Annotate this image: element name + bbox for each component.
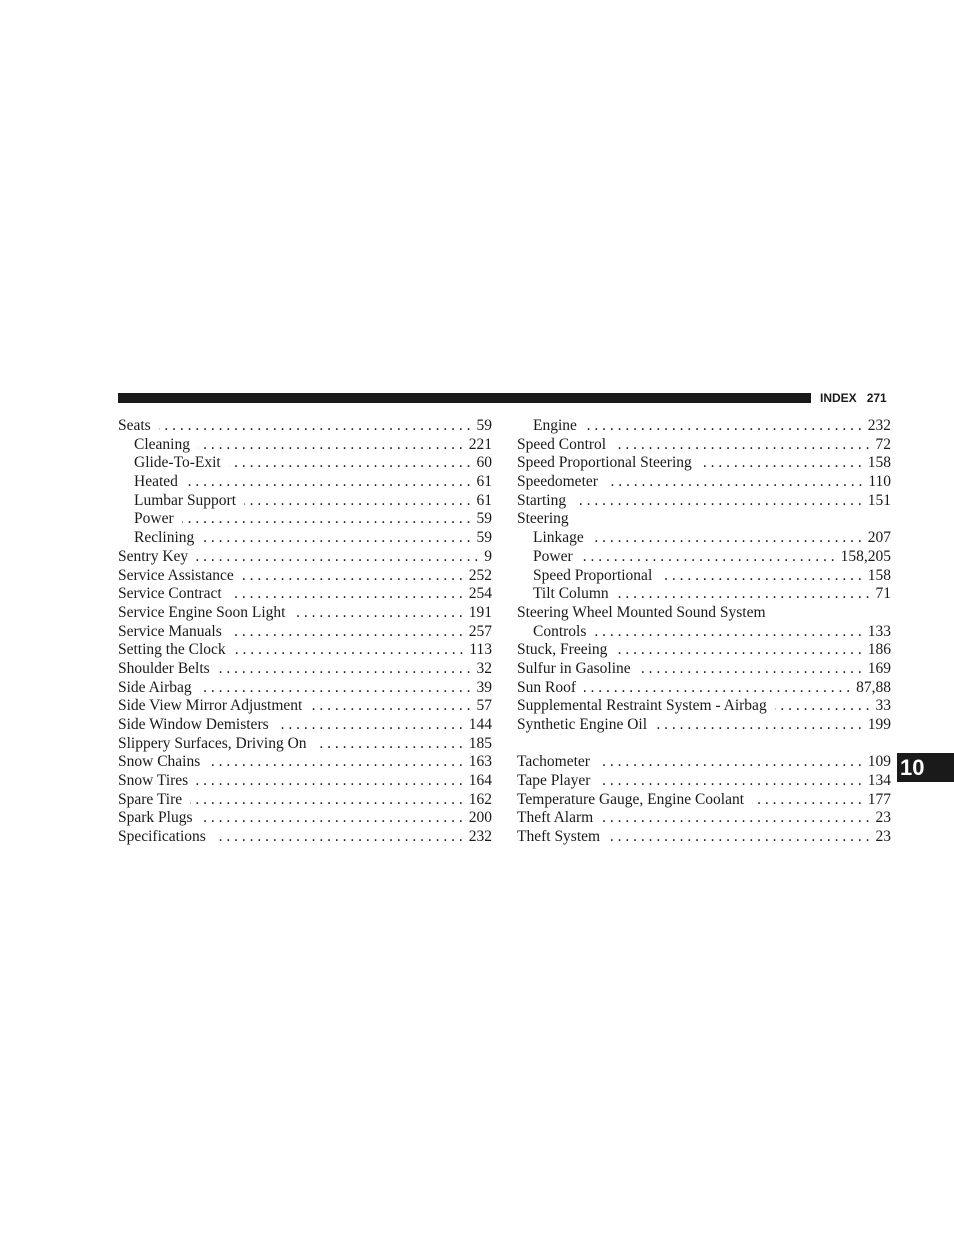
dot-leader [592, 529, 862, 548]
index-term: Linkage [533, 529, 584, 547]
index-term: Tape Player [517, 772, 591, 790]
index-entry [118, 791, 492, 810]
index-entry [118, 697, 492, 716]
index-term: Supplemental Restraint System - Airbag [517, 697, 767, 715]
index-entry [118, 623, 492, 642]
index-entry [517, 436, 891, 455]
dot-leader [244, 492, 470, 511]
dot-leader [655, 716, 862, 735]
dot-leader [606, 473, 862, 492]
index-page-ref: 186 [867, 641, 891, 659]
dot-leader [608, 828, 869, 847]
dot-leader [230, 585, 463, 604]
index-entry [517, 772, 891, 791]
index-entry [517, 510, 891, 529]
index-entry [517, 809, 891, 828]
dot-leader [775, 697, 870, 716]
index-term: Specifications [118, 828, 206, 846]
index-term: Setting the Clock [118, 641, 226, 659]
dot-leader [660, 567, 862, 586]
dot-leader [581, 548, 835, 567]
index-page-ref: 23 [875, 828, 891, 846]
index-term: Synthetic Engine Oil [517, 716, 648, 733]
index-term: Shoulder Belts [118, 659, 210, 677]
index-subentry [118, 492, 492, 511]
index-spacer [517, 735, 891, 754]
index-entry [517, 604, 891, 623]
index-term: Controls [533, 622, 587, 640]
index-term: Stuck, Freeing [517, 641, 608, 659]
index-page-ref: 110 [868, 473, 891, 491]
dot-leader [310, 697, 470, 716]
running-header [820, 389, 887, 407]
index-term: Side View Mirror Adjustment [118, 697, 303, 715]
index-column-left [118, 417, 492, 847]
index-page-ref: 191 [468, 603, 492, 621]
index-entry [118, 828, 492, 847]
index-term: Speed Control [517, 435, 607, 453]
dot-leader [200, 679, 471, 698]
index-term: Speedometer [517, 473, 598, 491]
dot-leader [214, 828, 463, 847]
index-entry [118, 735, 492, 754]
index-page-ref: 59 [476, 510, 492, 528]
index-page-ref: 232 [867, 417, 891, 434]
index-term: Lumbar Support [134, 491, 237, 509]
index-page-ref: 164 [468, 772, 492, 790]
index-term: Slippery Surfaces, Driving On [118, 734, 307, 752]
index-term: Power [134, 510, 174, 528]
index-subentry [517, 548, 891, 567]
dot-leader [201, 809, 463, 828]
index-entry [118, 641, 492, 660]
index-entry [118, 417, 492, 436]
dot-leader [315, 735, 463, 754]
index-entry [517, 473, 891, 492]
index-term: Snow Chains [118, 753, 201, 771]
index-term: Service Manuals [118, 622, 222, 640]
index-term: Temperature Gauge, Engine Coolant [517, 790, 745, 808]
index-entry [118, 585, 492, 604]
dot-leader [752, 791, 862, 810]
index-entry [118, 604, 492, 623]
dot-leader [242, 567, 463, 586]
index-entry [517, 697, 891, 716]
section-title: INDEX [820, 391, 857, 405]
index-page-ref: 232 [468, 828, 492, 846]
dot-leader [218, 660, 471, 679]
index-term: Side Airbag [118, 678, 192, 696]
index-entry [118, 809, 492, 828]
index-term: Seats [118, 417, 151, 434]
index-page-ref: 59 [476, 529, 492, 547]
index-page-ref: 200 [468, 809, 492, 827]
index-term: Reclining [134, 529, 195, 547]
index-page-ref: 61 [476, 491, 492, 509]
index-term: Service Engine Soon Light [118, 603, 286, 621]
index-entry [517, 492, 891, 511]
dot-leader [230, 623, 463, 642]
page-number: 271 [866, 391, 887, 405]
index-page-ref: 162 [468, 790, 492, 808]
index-entry [517, 716, 891, 735]
index-subentry [118, 529, 492, 548]
index-term: Spark Plugs [118, 809, 193, 827]
index-term: Tachometer [517, 753, 590, 771]
dot-leader [585, 417, 862, 436]
index-term: Speed Proportional [533, 566, 653, 584]
index-entry [517, 454, 891, 473]
index-term: Starting [517, 491, 567, 509]
dot-leader [196, 772, 463, 791]
index-page-ref: 158,205 [840, 547, 891, 565]
chapter-tab: 10 [897, 753, 954, 782]
index-page-ref: 158 [867, 566, 891, 584]
dot-leader [601, 809, 869, 828]
dot-leader [614, 436, 869, 455]
index-term: Spare Tire [118, 790, 183, 808]
dot-leader [277, 716, 463, 735]
index-term: Side Window Demisters [118, 716, 269, 733]
dot-leader [190, 791, 463, 810]
index-page-ref: 61 [476, 473, 492, 491]
dot-leader [198, 436, 463, 455]
index-term: Glide-To-Exit [134, 454, 221, 472]
dot-leader [186, 473, 471, 492]
dot-leader [182, 510, 471, 529]
index-entry [118, 679, 492, 698]
index-entry [118, 660, 492, 679]
dot-leader [584, 679, 850, 698]
index-page-ref: 252 [468, 566, 492, 584]
index-page-ref: 134 [867, 772, 891, 790]
index-page-ref: 71 [875, 585, 891, 603]
index-page-ref: 158 [867, 454, 891, 472]
index-page-ref: 151 [867, 491, 891, 509]
index-page-ref: 221 [468, 435, 492, 453]
index-entry [517, 791, 891, 810]
index-page-ref: 39 [476, 678, 492, 696]
index-entry [517, 660, 891, 679]
index-page-ref: 32 [476, 659, 492, 677]
index-term: Service Contract [118, 585, 222, 603]
index-page-ref: 9 [484, 547, 492, 565]
index-column-right [517, 417, 891, 847]
index-page-ref: 33 [875, 697, 891, 715]
index-term: Engine [533, 417, 577, 434]
index-term: Snow Tires [118, 772, 189, 790]
index-subentry [517, 567, 891, 586]
index-term: Service Assistance [118, 566, 234, 584]
dot-leader [234, 641, 464, 660]
index-entry [118, 753, 492, 772]
index-subentry [118, 454, 492, 473]
index-page-ref: 113 [469, 641, 492, 659]
index-term: Theft System [517, 828, 601, 846]
index-page-ref: 109 [867, 753, 891, 771]
index-page-ref: 133 [867, 622, 891, 640]
index-entry [118, 716, 492, 735]
index-entry [517, 753, 891, 772]
dot-leader [196, 548, 478, 567]
index-page-ref: 163 [468, 753, 492, 771]
index-entry [517, 641, 891, 660]
index-entry [517, 828, 891, 847]
index-page-ref: 87,88 [856, 678, 891, 696]
index-page-ref: 57 [476, 697, 492, 715]
dot-leader [594, 623, 861, 642]
index-term: Sentry Key [118, 547, 189, 565]
dot-leader [229, 454, 471, 473]
index-page-ref: 144 [468, 716, 492, 733]
dot-leader [202, 529, 470, 548]
index-term: Cleaning [134, 435, 190, 453]
index-term: Power [533, 547, 573, 565]
index-entry [118, 548, 492, 567]
dot-leader [598, 753, 862, 772]
dot-leader [639, 660, 862, 679]
index-page-ref: 257 [468, 622, 492, 640]
index-term: Theft Alarm [517, 809, 594, 827]
index-page-ref: 185 [468, 734, 492, 752]
index-page-ref: 59 [476, 417, 492, 434]
index-term: Sulfur in Gasoline [517, 659, 631, 677]
index-page-ref: 23 [875, 809, 891, 827]
index-entry [118, 567, 492, 586]
index-subentry [517, 417, 891, 436]
index-page-ref: 60 [476, 454, 492, 472]
index-subentry [118, 436, 492, 455]
dot-leader [700, 454, 862, 473]
index-page-ref: 254 [468, 585, 492, 603]
dot-leader [598, 772, 861, 791]
dot-leader [159, 417, 471, 436]
index-term: Sun Roof [517, 678, 576, 696]
index-page-ref: 177 [867, 790, 891, 808]
index-page-ref: 169 [867, 659, 891, 677]
index-subentry [118, 473, 492, 492]
index-subentry [118, 510, 492, 529]
index-page-ref: 207 [867, 529, 891, 547]
index-subentry [517, 585, 891, 604]
index-term: Steering Wheel Mounted Sound System [517, 603, 766, 621]
index-page-ref: 199 [867, 716, 891, 733]
index-subentry [517, 529, 891, 548]
dot-leader [615, 641, 861, 660]
index-term: Tilt Column [533, 585, 609, 603]
dot-leader [617, 585, 870, 604]
dot-leader [293, 604, 462, 623]
index-page-ref: 72 [875, 435, 891, 453]
index-term: Speed Proportional Steering [517, 454, 692, 472]
dot-leader [574, 492, 862, 511]
header-rule [118, 393, 811, 403]
dot-leader [208, 753, 463, 772]
index-term: Steering [517, 510, 569, 528]
index-entry [118, 772, 492, 791]
index-subentry [517, 623, 891, 642]
index-entry [517, 679, 891, 698]
index-term: Heated [134, 473, 178, 491]
